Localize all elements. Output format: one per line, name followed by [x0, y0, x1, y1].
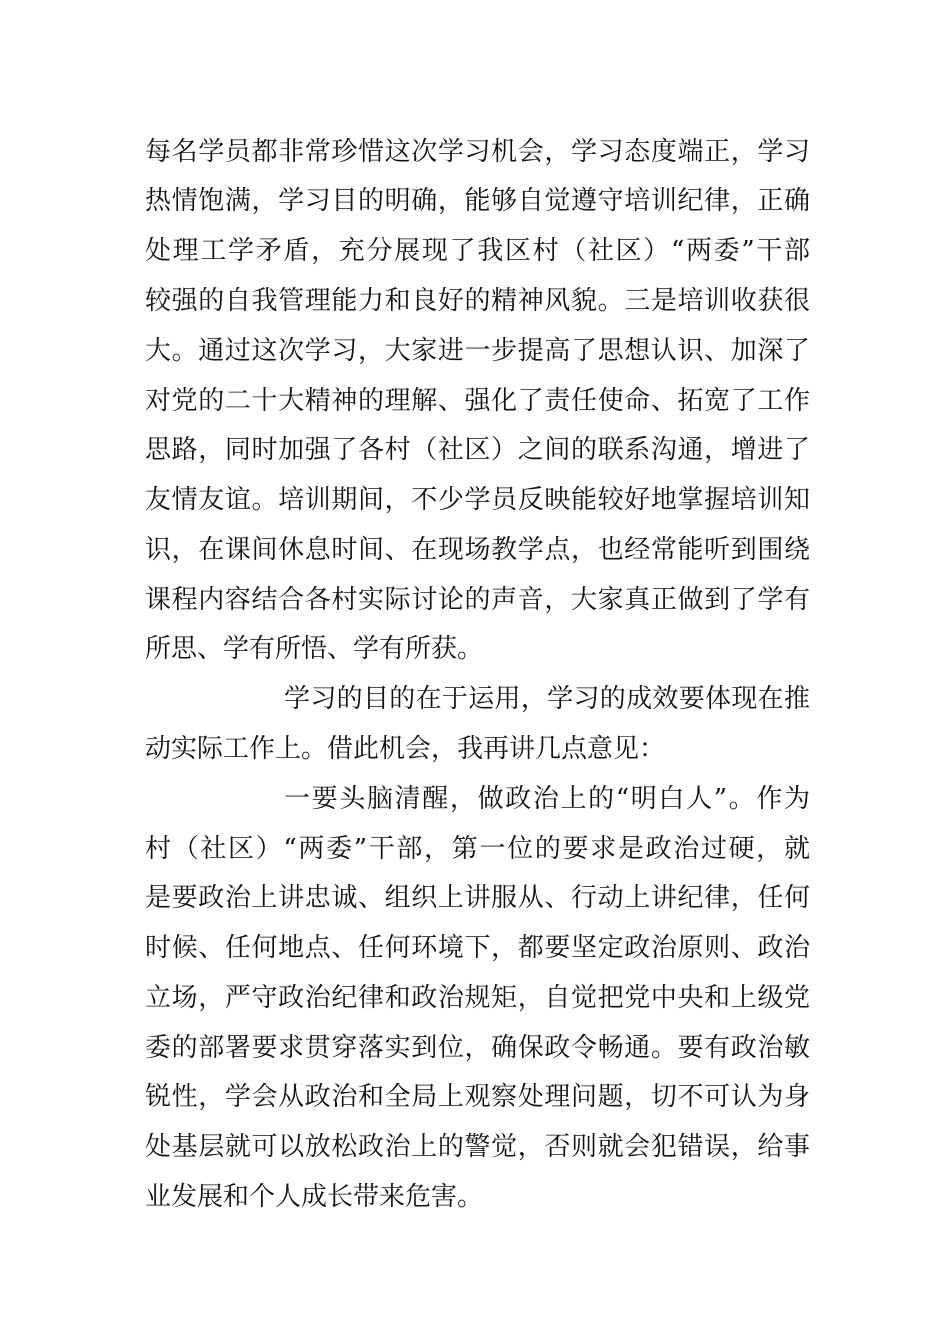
paragraph-line: 所思、学有所悟、学有所获。 — [145, 634, 484, 664]
paragraph-line: 课程内容结合各村实际讨论的声音，大家真正做到了学有 — [145, 585, 810, 615]
paragraph-line-indented: 学习的目的在于运用，学习的成效要体现在推 — [284, 684, 810, 714]
paragraph-line: 时候、任何地点、任何环境下，都要坚定政治原则、政治 — [145, 933, 810, 963]
paragraph-line: 热情饱满，学习目的明确，能够自觉遵守培训纪律，正确 — [145, 186, 810, 216]
paragraph-line: 业发展和个人成长带来危害。 — [145, 1182, 484, 1212]
paragraph-line: 友情友谊。培训期间，不少学员反映能较好地掌握培训知 — [145, 485, 810, 515]
paragraph-line: 对党的二十大精神的理解、强化了责任使命、拓宽了工作 — [145, 386, 810, 416]
paragraph-line: 立场，严守政治纪律和政治规矩，自觉把党中央和上级党 — [145, 983, 810, 1013]
paragraph-line: 是要政治上讲忠诚、组织上讲服从、行动上讲纪律，任何 — [145, 883, 810, 913]
paragraph-line-indented: 一要头脑清醒，做政治上的“明白人”。作为 — [284, 784, 810, 814]
paragraph-line: 较强的自我管理能力和良好的精神风貌。三是培训收获很 — [145, 286, 810, 316]
paragraph-line: 每名学员都非常珍惜这次学习机会，学习态度端正，学习 — [145, 137, 810, 167]
paragraph-line: 处理工学矛盾，充分展现了我区村（社区）“两委”干部 — [145, 236, 810, 266]
paragraph-line: 大。通过这次学习，大家进一步提高了思想认识、加深了 — [145, 336, 810, 366]
paragraph-line: 村（社区）“两委”干部，第一位的要求是政治过硬，就 — [145, 834, 810, 864]
paragraph-line: 处基层就可以放松政治上的警觉，否则就会犯错误，给事 — [145, 1132, 810, 1162]
paragraph-line: 委的部署要求贯穿落实到位，确保政令畅通。要有政治敏 — [145, 1033, 810, 1063]
paragraph-line: 动实际工作上。借此机会，我再讲几点意见： — [145, 734, 666, 764]
paragraph-line: 识，在课间休息时间、在现场教学点，也经常能听到围绕 — [145, 535, 810, 565]
paragraph-line: 锐性，学会从政治和全局上观察处理问题，切不可认为身 — [145, 1082, 810, 1112]
paragraph-line: 思路，同时加强了各村（社区）之间的联系沟通，增进了 — [145, 435, 810, 465]
